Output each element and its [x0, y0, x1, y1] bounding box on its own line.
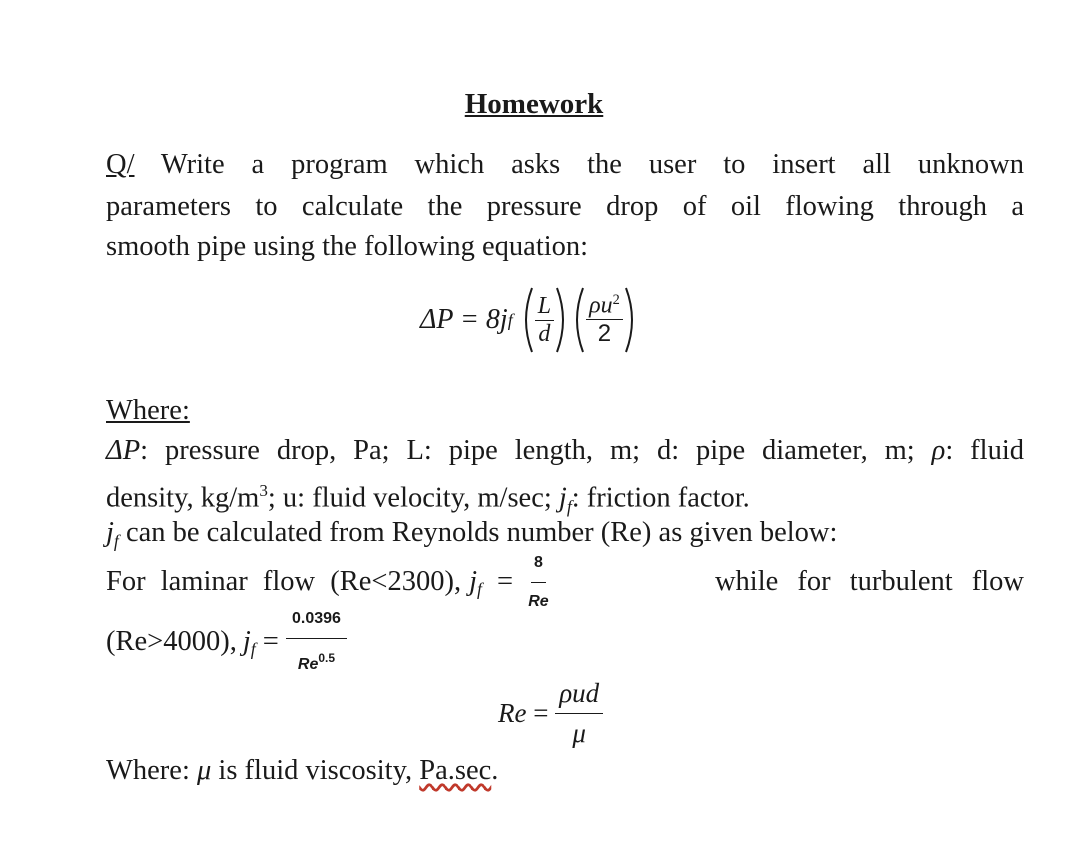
- fraction-rho-u2-over-2: [586, 292, 623, 349]
- u-squared-exponent: 2: [612, 291, 620, 308]
- left-paren-1: [519, 285, 535, 355]
- laminar-flow-line: [106, 552, 1024, 612]
- rho-u-text: ρu: [589, 292, 613, 319]
- jf-symbol-2: j: [106, 517, 114, 548]
- viscosity-unit: Pa.sec: [419, 755, 492, 786]
- turbulent-fraction: [286, 600, 347, 684]
- laminar-equals: =: [481, 566, 529, 597]
- definitions-text-1: : pressure drop, Pa; L: pipe length, m; d: pipe diameter, m;: [140, 435, 932, 466]
- mu-symbol: μ: [196, 755, 212, 786]
- friction-text: : friction factor.: [571, 482, 750, 514]
- reynolds-numerator: ρud: [555, 678, 603, 714]
- equation-lhs: ΔP = 8j: [420, 304, 508, 335]
- turbulent-equals: =: [255, 626, 286, 657]
- turbulent-flow-line: [106, 609, 347, 674]
- jf-symbol: j: [558, 482, 567, 514]
- reynolds-equals: =: [526, 697, 556, 728]
- right-paren-2: [623, 285, 639, 355]
- definitions-text-1b: : fluid: [945, 435, 1024, 466]
- jf-reynolds-text: can be calculated from Reynolds number (Re) as given below:: [118, 517, 838, 548]
- where-label: Where:: [106, 395, 190, 426]
- laminar-f: f: [477, 579, 482, 599]
- right-paren-1: [554, 285, 570, 355]
- cubed-exponent: 3: [259, 481, 268, 500]
- turbulent-denominator: [298, 639, 335, 684]
- turbulent-prefix: (Re>4000),: [106, 626, 237, 657]
- question-line-1: [106, 146, 1024, 184]
- viscosity-line: [106, 752, 498, 790]
- laminar-suffix: while for turbulent flow: [714, 566, 1024, 597]
- turbulent-numerator: 0.0396: [286, 600, 347, 639]
- reynolds-equation: [498, 668, 603, 758]
- laminar-numerator: 8: [531, 544, 546, 583]
- velocity-text: ; u: fluid velocity, m/sec;: [267, 482, 559, 514]
- jf-subscript: f: [566, 496, 572, 517]
- fraction-2-denominator: 2: [597, 320, 612, 348]
- turbulent-re: Re: [297, 656, 319, 674]
- laminar-fraction: [528, 544, 548, 621]
- reynolds-lhs: Re: [498, 697, 527, 728]
- fraction-l-numerator: L: [535, 293, 554, 321]
- viscosity-middle: is fluid viscosity,: [211, 755, 420, 786]
- question-text-1: Write a program which asks the user to insert all unknown: [134, 149, 1024, 180]
- fraction-rho-u-numerator: [586, 292, 623, 321]
- pressure-drop-equation: [420, 280, 639, 360]
- turbulent-exponent: 0.5: [318, 650, 336, 665]
- fraction-l-over-d: [535, 293, 554, 348]
- rho-symbol: ρ: [931, 435, 946, 466]
- laminar-denominator: Re: [528, 592, 549, 610]
- density-text: density, kg/m: [106, 482, 260, 514]
- viscosity-period: .: [491, 755, 499, 786]
- reynolds-fraction: [555, 678, 603, 749]
- laminar-prefix: For laminar flow (Re<2300),: [106, 566, 462, 597]
- page-title: Homework: [464, 88, 604, 120]
- delta-p-symbol: ΔP: [106, 435, 141, 466]
- turbulent-j: j: [242, 626, 251, 657]
- turbulent-f: f: [250, 639, 256, 659]
- question-label: Q/: [106, 149, 135, 180]
- left-paren-2: [570, 285, 586, 355]
- question-line-2: parameters to calculate the pressure drop of oil flowing through a: [106, 191, 1024, 222]
- question-line-3: smooth pipe using the following equation:: [106, 231, 589, 262]
- fraction-d-denominator: d: [538, 320, 551, 347]
- viscosity-prefix: Where:: [106, 755, 197, 786]
- laminar-j: j: [469, 566, 478, 597]
- jf-subscript-2: f: [113, 531, 119, 552]
- definitions-line-1: [106, 432, 1024, 470]
- equation-jf-subscript: f: [507, 309, 513, 330]
- reynolds-denominator: μ: [572, 717, 586, 748]
